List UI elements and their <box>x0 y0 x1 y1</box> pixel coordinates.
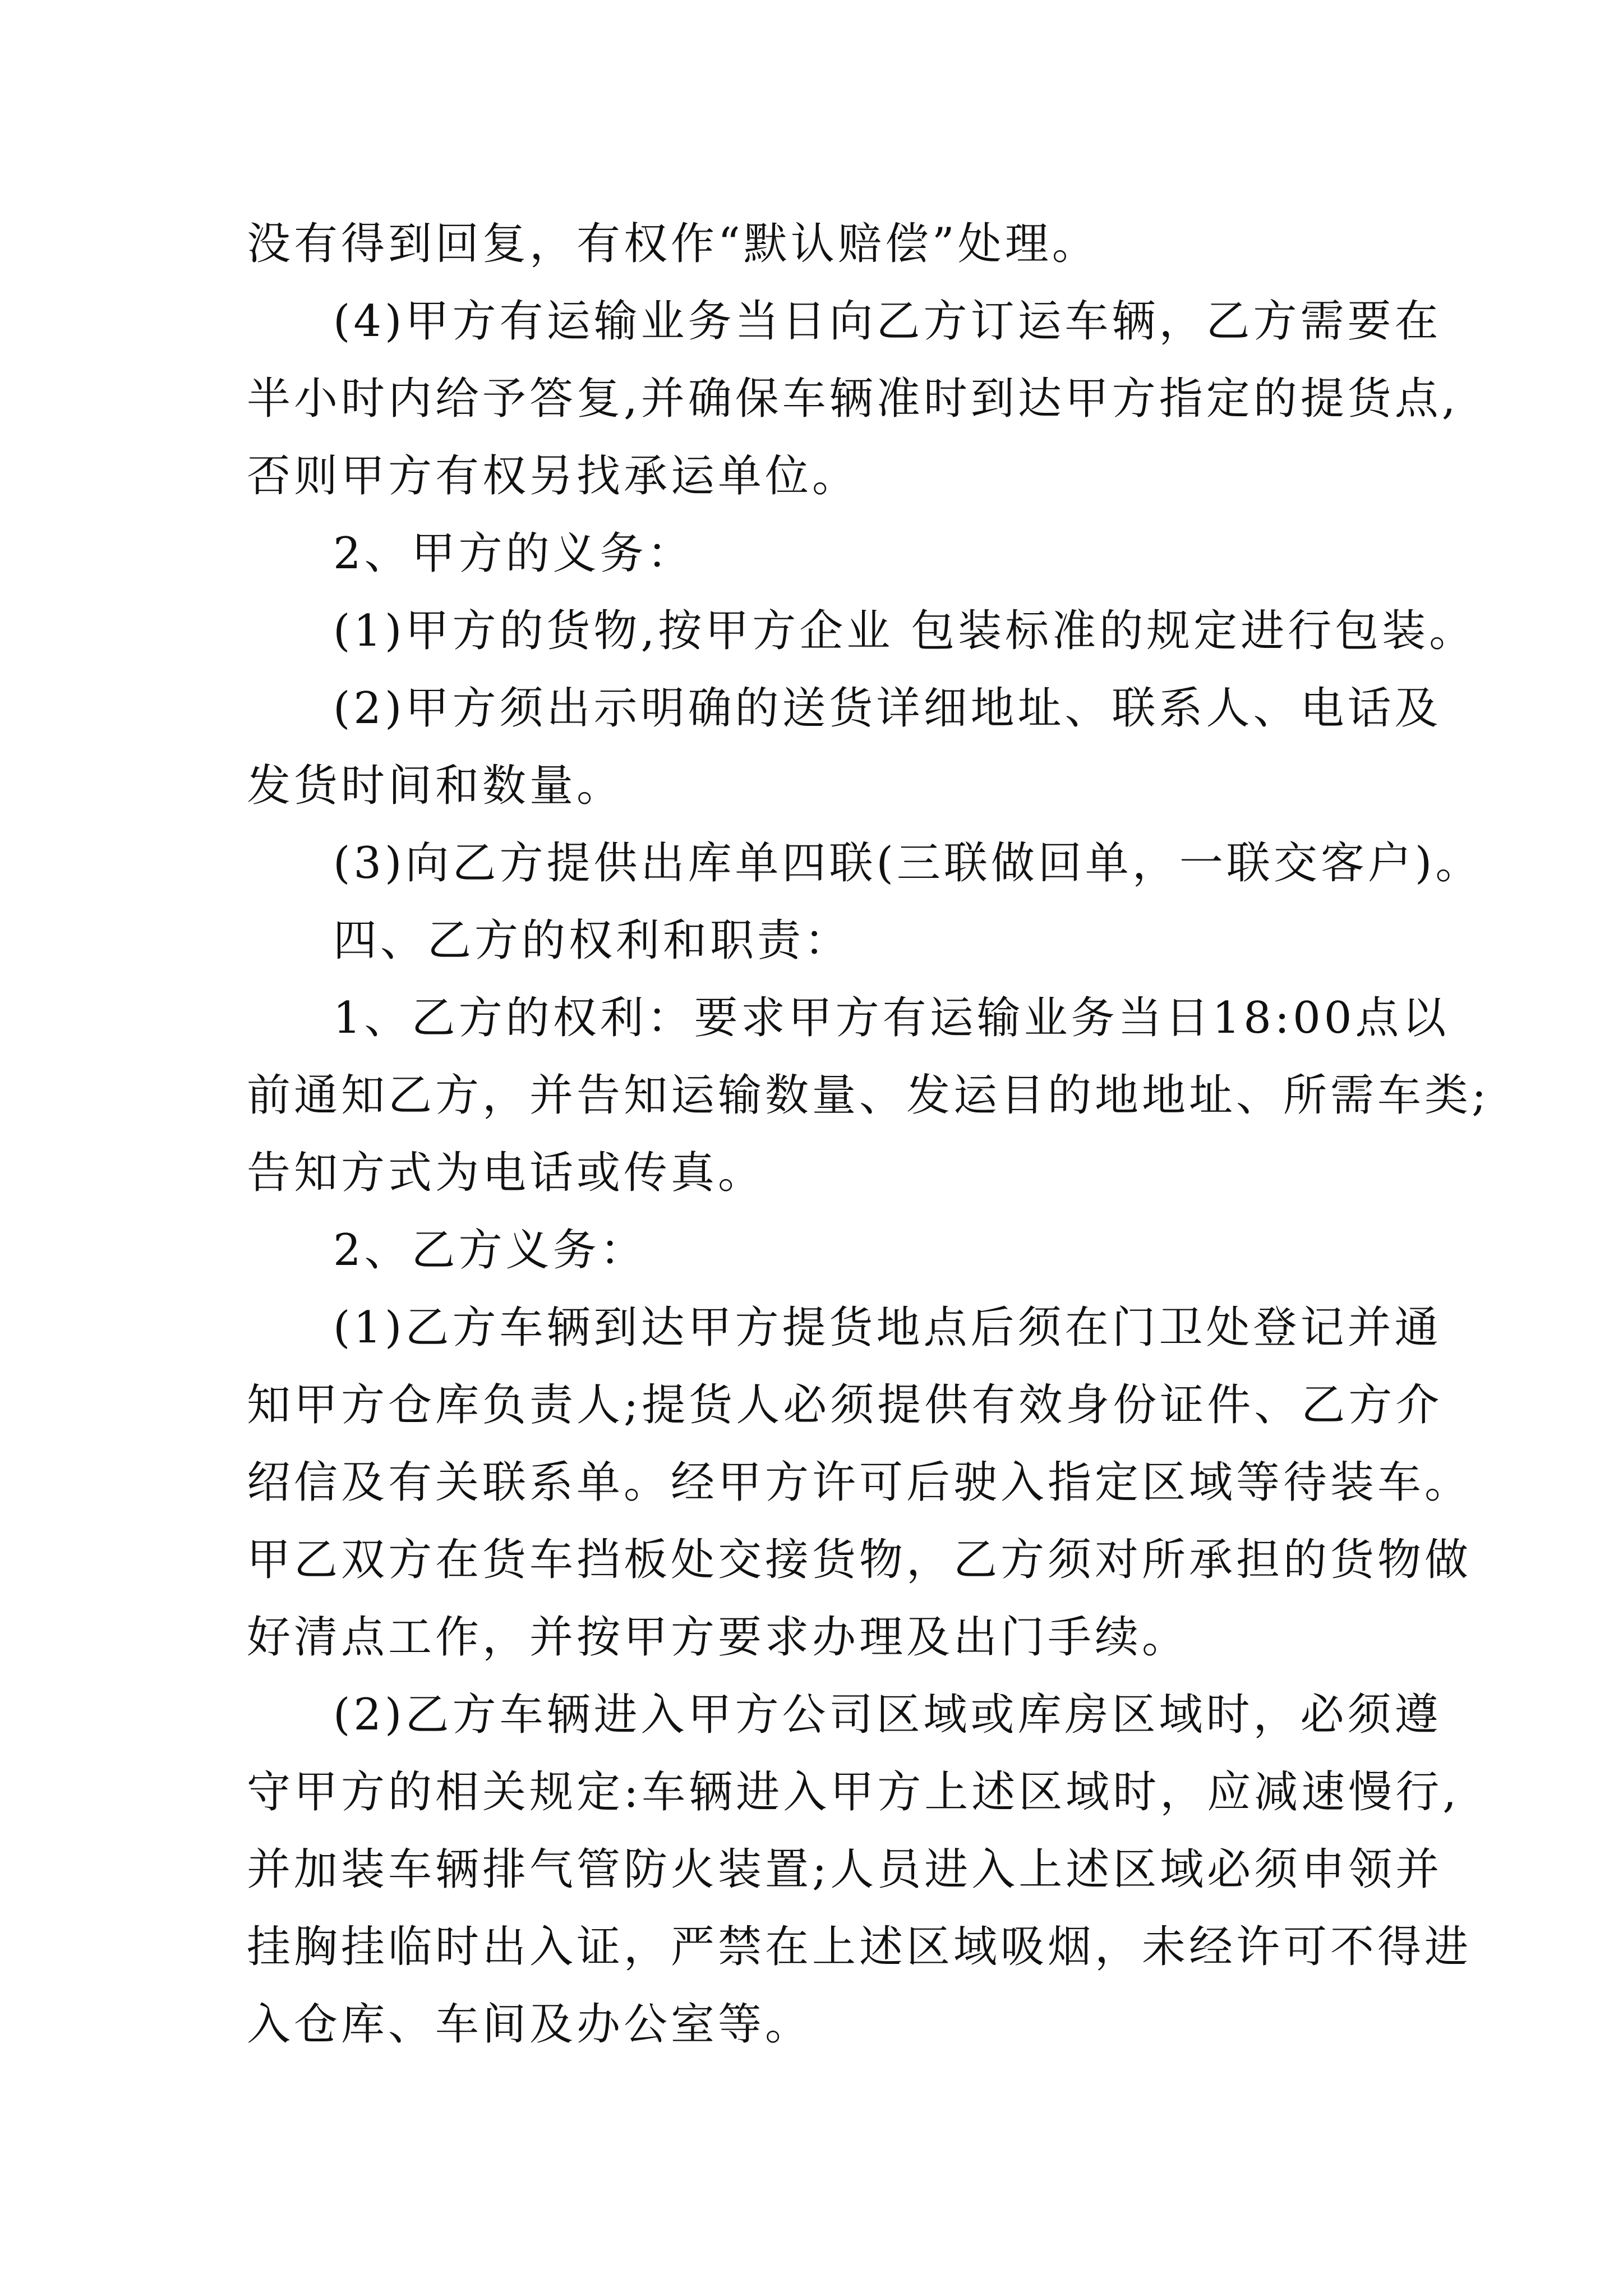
text-line: 绍信及有关联系单。经甲方许可后驶入指定区域等待装车。 <box>247 1457 1472 1508</box>
text-line: 四、乙方的权利和职责： <box>333 915 852 966</box>
text-line: (1)甲方的货物,按甲方企业 包装标准的规定进行包装。 <box>333 606 1477 656</box>
text-line: 守甲方的相关规定:车辆进入甲方上述区域时，应减速慢行, <box>247 1767 1460 1818</box>
text-line: 半小时内给予答复,并确保车辆准时到达甲方指定的提货点, <box>247 374 1459 424</box>
text-line: 没有得到回复，有权作“默认赔偿”处理。 <box>247 219 1099 269</box>
text-line: 好清点工作，并按甲方要求办理及出门手续。 <box>247 1612 1189 1663</box>
text-line: 知甲方仓库负责人;提货人必须提供有效身份证件、乙方介 <box>247 1380 1443 1430</box>
text-line: (2)乙方车辆进入甲方公司区域或库房区域时，必须遵 <box>333 1690 1442 1740</box>
text-line: 前通知乙方，并告知运输数量、发运目的地地址、所需车类; <box>247 1070 1490 1121</box>
text-line: 甲乙双方在货车挡板处交接货物，乙方须对所承担的货物做 <box>247 1535 1472 1585</box>
text-line: 入仓库、车间及办公室等。 <box>247 1999 813 2050</box>
text-line: (2)甲方须出示明确的送货详细地址、联系人、电话及 <box>333 683 1442 734</box>
text-line: 发货时间和数量。 <box>247 761 624 811</box>
text-line: 2、甲方的义务： <box>333 528 694 579</box>
text-line: 否则甲方有权另找承运单位。 <box>247 451 860 501</box>
text-line: 并加装车辆排气管防火装置;人员进入上述区域必须申领并 <box>247 1844 1443 1895</box>
text-line: (1)乙方车辆到达甲方提货地点后须在门卫处登记并通 <box>333 1303 1442 1353</box>
text-line: 告知方式为电话或传真。 <box>247 1148 766 1198</box>
text-line: 1、乙方的权利：要求甲方有运输业务当日18:00点以 <box>333 993 1450 1043</box>
text-line: 挂胸挂临时出入证，严禁在上述区域吸烟，未经许可不得进 <box>247 1922 1472 1972</box>
text-line: 2、乙方义务： <box>333 1225 647 1276</box>
text-line: (3)向乙方提供出库单四联(三联做回单，一联交客户)。 <box>333 838 1483 889</box>
text-line: (4)甲方有运输业务当日向乙方订运车辆，乙方需要在 <box>333 296 1442 347</box>
